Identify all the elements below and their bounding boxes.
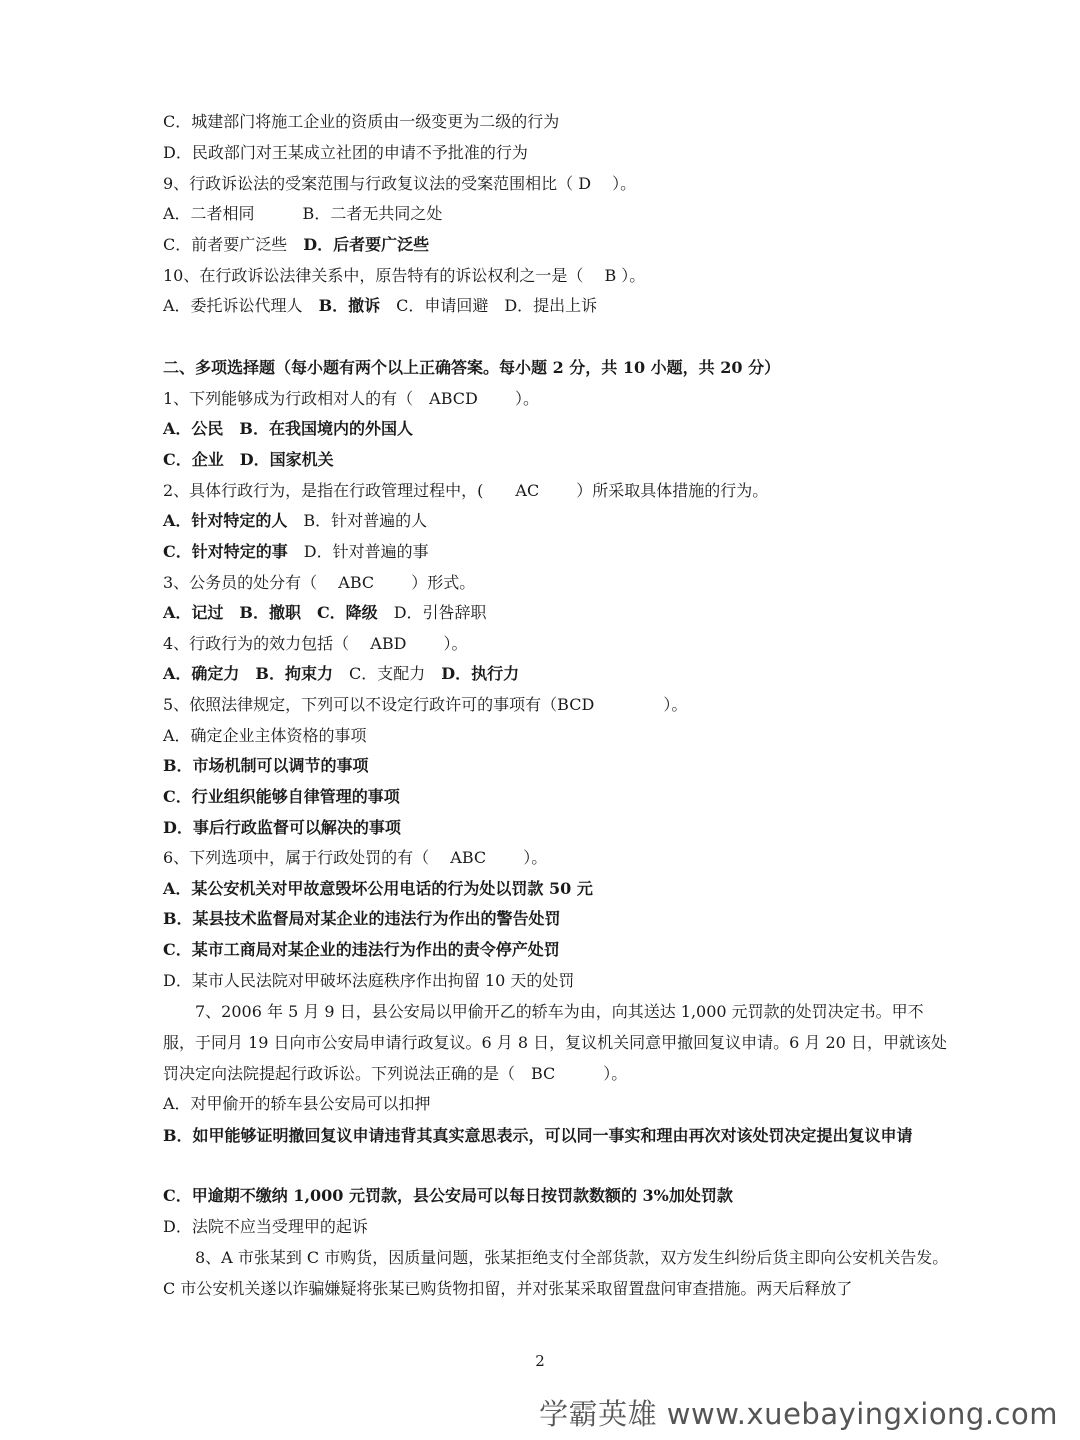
answer-option: B．市场机制可以调节的事项 [163,756,369,775]
answer-option: C．行业组织能够自律管理的事项 [163,787,400,806]
option-text: C．支配力 [332,664,426,683]
question-line: 6、下列选项中，属于行政处罚的有（ ABC ）。 [163,848,548,867]
question-line: 2、具体行政行为，是指在行政管理过程中，( AC ）所采取具体措施的行为。 [163,481,769,500]
option-line: D．法院不应当受理甲的起诉 [163,1217,368,1236]
answer-option: C．甲逾期不缴纳 1,000 元罚款，县公安局可以每日按罚款数额的 3%加处罚款 [163,1186,733,1205]
option-line: A．二者相同 B．二者无共同之处 [163,204,443,223]
question-line: 4、行政行为的效力包括（ ABD ）。 [163,634,468,653]
option-line [163,296,953,316]
answer-option: D．后者要广泛些 [303,235,430,254]
answer-option: D．执行力 [425,664,520,683]
answer-option: A．某公安机关对甲故意毁坏公用电话的行为处以罚款 50 元 [163,879,593,898]
answer-option: C．某市工商局对某企业的违法行为作出的责令停产处罚 [163,940,560,959]
answer-option: A．确定力 B．拘束力 [163,664,333,683]
option-line: D．民政部门对王某成立社团的申请不予批准的行为 [163,143,528,162]
question-line: 1、下列能够成为行政相对人的有（ ABCD ）。 [163,389,539,408]
option-line [163,235,953,255]
option-line [163,511,953,531]
option-text: C．前者要广泛些 [163,235,304,254]
option-text: C．申请回避 D．提出上诉 [380,296,598,315]
answer-option: A．记过 B．撤职 C．降级 [163,603,378,622]
option-text: B．针对普遍的人 [287,511,428,530]
question-line: 3、公务员的处分有（ ABC ）形式。 [163,573,476,592]
answer-option: B．撤诉 [318,296,381,315]
option-text: D．针对普遍的事 [287,542,429,561]
watermark-logo: 学霸英雄 www.xuebayingxiong.com [539,1397,1058,1431]
option-line [163,542,953,562]
question-line: 5、依照法律规定，下列可以不设定行政许可的事项有（BCD ）。 [163,695,688,714]
answer-option: B．如甲能够证明撤回复议申请违背其真实意思表示，可以同一事实和理由再次对该处罚决定提出复议申请 [163,1126,913,1145]
question-line: 10、在行政诉讼法律关系中，原告特有的诉讼权利之一是（ B ）。 [163,266,646,285]
answer-option: D．事后行政监督可以解决的事项 [163,818,401,837]
answer-option: C．针对特定的事 [163,542,288,561]
question-line: 9、行政诉讼法的受案范围与行政复议法的受案范围相比（ D ）。 [163,174,637,193]
option-line [163,603,953,623]
option-line: A．对甲偷开的轿车县公安局可以扣押 [163,1094,431,1113]
section-heading: 二、多项选择题（每小题有两个以上正确答案。每小题 2 分，共 10 小题，共 20 分） [163,358,781,377]
option-line: A．确定企业主体资格的事项 [163,726,367,745]
answer-option: A．针对特定的人 [163,511,288,530]
question-paragraph: 7、2006 年 5 月 9 日，县公安局以甲偷开乙的轿车为由，向其送达 1,000 元罚款的处罚决定书。甲不服，于同月 19 日向市公安局申请行政复议。6 月 8 日，复议机关同意甲撤回复议申请。6 月 20 日，甲就该处罚决定向法院提起行政诉讼。下列说法正确的是（ BC ）。 [163,1002,947,1083]
option-line: C．城建部门将施工企业的资质由一级变更为二级的行为 [163,112,560,131]
question-paragraph: 8、A 市张某到 C 市购货，因质量问题，张某拒绝支付全部货款，双方发生纠纷后货主即向公安机关告发。C 市公安机关遂以诈骗嫌疑将张某已购货物扣留，并对张某采取留置盘问审查措施。两天后释放了 [163,1248,949,1298]
option-text: D．引咎辞职 [377,603,487,622]
answer-option: B．某县技术监督局对某企业的违法行为作出的警告处罚 [163,909,561,928]
answer-option: A．公民 B．在我国境内的外国人 [163,419,413,438]
option-line [163,664,953,684]
answer-option: C．企业 D．国家机关 [163,450,334,469]
page-number: 2 [535,1352,545,1370]
option-line: D．某市人民法院对甲破坏法庭秩序作出拘留 10 天的处罚 [163,971,575,990]
option-text: A．委托诉讼代理人 [163,296,319,315]
